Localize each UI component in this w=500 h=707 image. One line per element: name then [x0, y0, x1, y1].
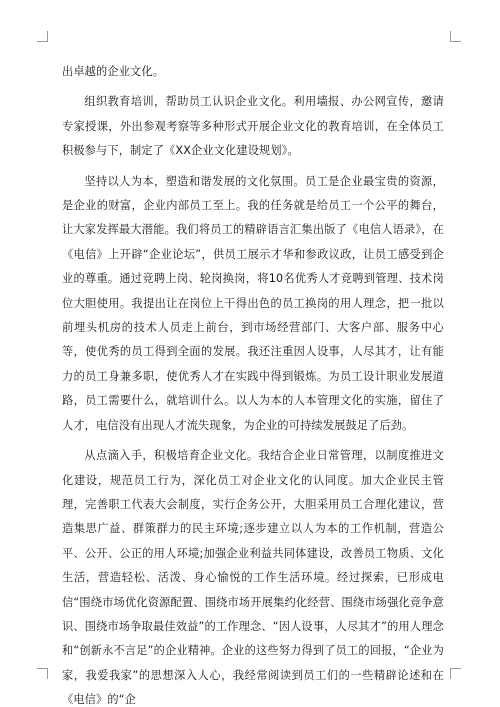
- paragraph-people-oriented: 坚持以人为本，塑造和谐发展的文化氛围。员工是企业最宝贵的资源，是企业的财富，企业内部员工至上。我的任务就是给员工一个公平的舞台，让大家发挥最大潜能。我们将员工的精辟语言汇集出版了《电信人语录》，在《电信》上开辟“企业论坛”，供员工展示才华和参政议政，让员工感受到企业的尊重。通过竞聘上岗、轮岗换岗，将10名优秀人才竞聘到管理、技术岗位大胆使用。我提出让在岗位上干得出色的员工换岗的用人理念，把一批以前埋头机房的技术人员走上前台，到市场经营部门、大客户部、服务中心等，使优秀的员工得到全面的发展。我还注重因人设事，人尽其才，让有能力的员工身兼多职，使优秀人才在实践中得到锻炼。为员工设计职业发展道路，员工需要什么，就培训什么。以人为本的人本管理文化的实施，留住了人才，电信没有出现人才流失现象，为企业的可持续发展鼓足了后劲。: [62, 174, 444, 432]
- document-body: [62, 60, 444, 707]
- paragraph-cultivate-culture: 从点滴入手，积极培育企业文化。我结合企业日常管理，以制度推进文化建设，规范员工行为，深化员工对企业文化的认同度。加大企业民主管理，完善职工代表大会制度，实行企务公开，大胆采用员工合理化建议，营造集思广益、群策群力的民主环境;逐步建立以人为本的工作机制，营造公平、公开、公正的用人环境;加强企业利益共同体建设，改善员工物质、文化生活，营造轻松、活泼、身心愉悦的工作生活环境。经过探索，已形成电信“围绕市场优化资源配置、围绕市场开展集约化经营、围绕市场强化竞争意识、围绕市场争取最佳效益”的工作理念、“因人设事，人尽其才”的用人理念和“创新永不言足”的企业精神。企业的这些努力得到了员工的回报，“企业为家，我爱我家”的思想深入人心，我经常阅读到员工们的一些精辟论述和在《电信》的“企: [62, 449, 444, 707]
- paragraph-continuation: 出卓越的企业文化。: [62, 65, 165, 78]
- crop-mark-top-left: [37, 31, 48, 42]
- crop-mark-bottom-right: [450, 668, 461, 679]
- paragraph-education-training: 组织教育培训，帮助员工认识企业文化。利用墙报、办公网宣传，邀请专家授课，外出参观考察等多种形式开展企业文化的教育培训，在全体员工积极参与下，制定了《XX企业文化建设规划》。: [62, 95, 444, 158]
- crop-mark-bottom-left: [37, 668, 48, 679]
- crop-mark-top-right: [450, 31, 461, 42]
